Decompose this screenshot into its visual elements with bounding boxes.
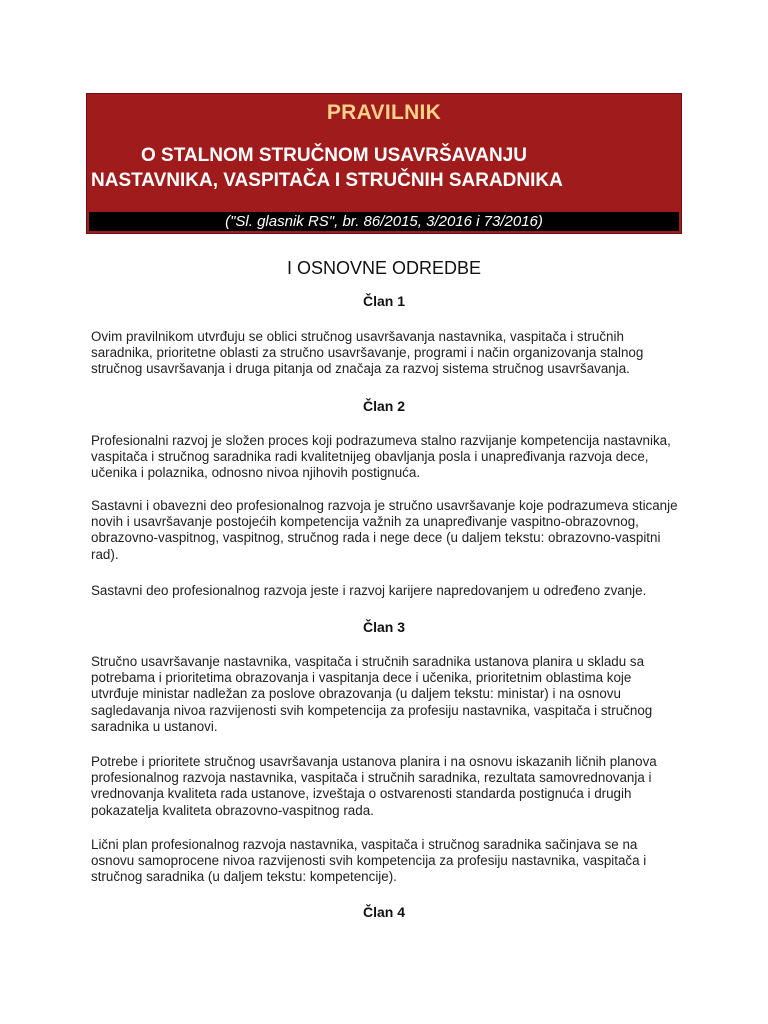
document-subtitle-line2: NASTAVNIKA, VASPITAČA I STRUČNIH SARADNIKA: [91, 170, 563, 191]
article-heading-4: Član 4: [362, 904, 405, 920]
article-3-paragraph-2: Potrebe i prioritete stručnog usavršavanja ustanova planira i na osnovu iskazanih ličnih planova profesionalnog razvoja nastavnika, vaspitača i stručnih saradnika, rezultata samovrednovanja i vrednovanja kvaliteta rada ustanove, izveštaja o ostvarenosti standarda postignuća i drugih pokazatelja kvaliteta obrazovno-vaspitnog rada.: [91, 754, 657, 818]
article-2-paragraph-3: Sastavni deo profesionalnog razvoja jeste i razvoj karijere napredovanjem u određeno zvanje.: [91, 583, 647, 598]
document-title: PRAVILNIK: [326, 101, 442, 124]
document-header-box: [86, 93, 682, 234]
article-2-paragraph-2: Sastavni i obavezni deo profesionalnog razvoja je stručno usavršavanje koje podrazumeva sticanje novih i usavršavanje postojećih kompetencija važnih za unapređivanje vaspitno-obrazovnog, obrazovno-vaspitnog, vaspitnog, stručnog rada i nege dece (u daljem tekstu: obrazovno-vaspitni rad).: [91, 498, 678, 562]
article-3-paragraph-3: Lični plan profesionalnog razvoja nastavnika, vaspitača i stručnog saradnika sačinjava se na osnovu samoprocene nivoa razvijenosti svih kompetencija za profesiju nastavnika, vaspitača i stručnog saradnika (u daljem tekstu: kompetencije).: [91, 837, 647, 885]
article-3-paragraph-1: Stručno usavršavanje nastavnika, vaspitača i stručnih saradnika ustanova planira u skladu sa potrebama i prioritetima obrazovanja i vaspitanja dece i učenika, prioritetnim oblastima koje utvrđuje ministar nadležan za poslove obrazovanja (u daljem tekstu: ministar) i na osnovu sagledavanja nivoa razvijenosti svih kompetencija za profesiju nastavnika, vaspitača i stručnog saradnika u ustanovi.: [91, 654, 653, 734]
article-heading-1: Član 1: [362, 293, 405, 309]
gazette-reference: ("Sl. glasnik RS", br. 86/2015, 3/2016 i 73/2016): [89, 212, 679, 231]
section-title: I OSNOVNE ODREDBE: [286, 258, 482, 278]
article-heading-3: Član 3: [362, 619, 405, 635]
article-heading-2: Član 2: [362, 398, 405, 414]
article-2-paragraph-1: Profesionalni razvoj je složen proces koji podrazumeva stalno razvijanje kompetencija nastavnika, vaspitača i stručnog saradnika radi kvalitetnijeg obavljanja posla i unapređivanja razvoja dece, učenika i polaznika, odnosno nivoa njihovih postignuća.: [91, 433, 671, 481]
article-1-paragraph-1: Ovim pravilnikom utvrđuju se oblici stručnog usavršavanja nastavnika, vaspitača i stručnih saradnika, prioritetne oblasti za stručno usavršavanje, programi i način organizovanja stalnog stručnog usavršavanja i druga pitanja od značaja za razvoj sistema stručnog usavršavanja.: [91, 329, 644, 377]
document-subtitle-line1: O STALNOM STRUČNOM USAVRŠAVANJU: [141, 145, 527, 166]
